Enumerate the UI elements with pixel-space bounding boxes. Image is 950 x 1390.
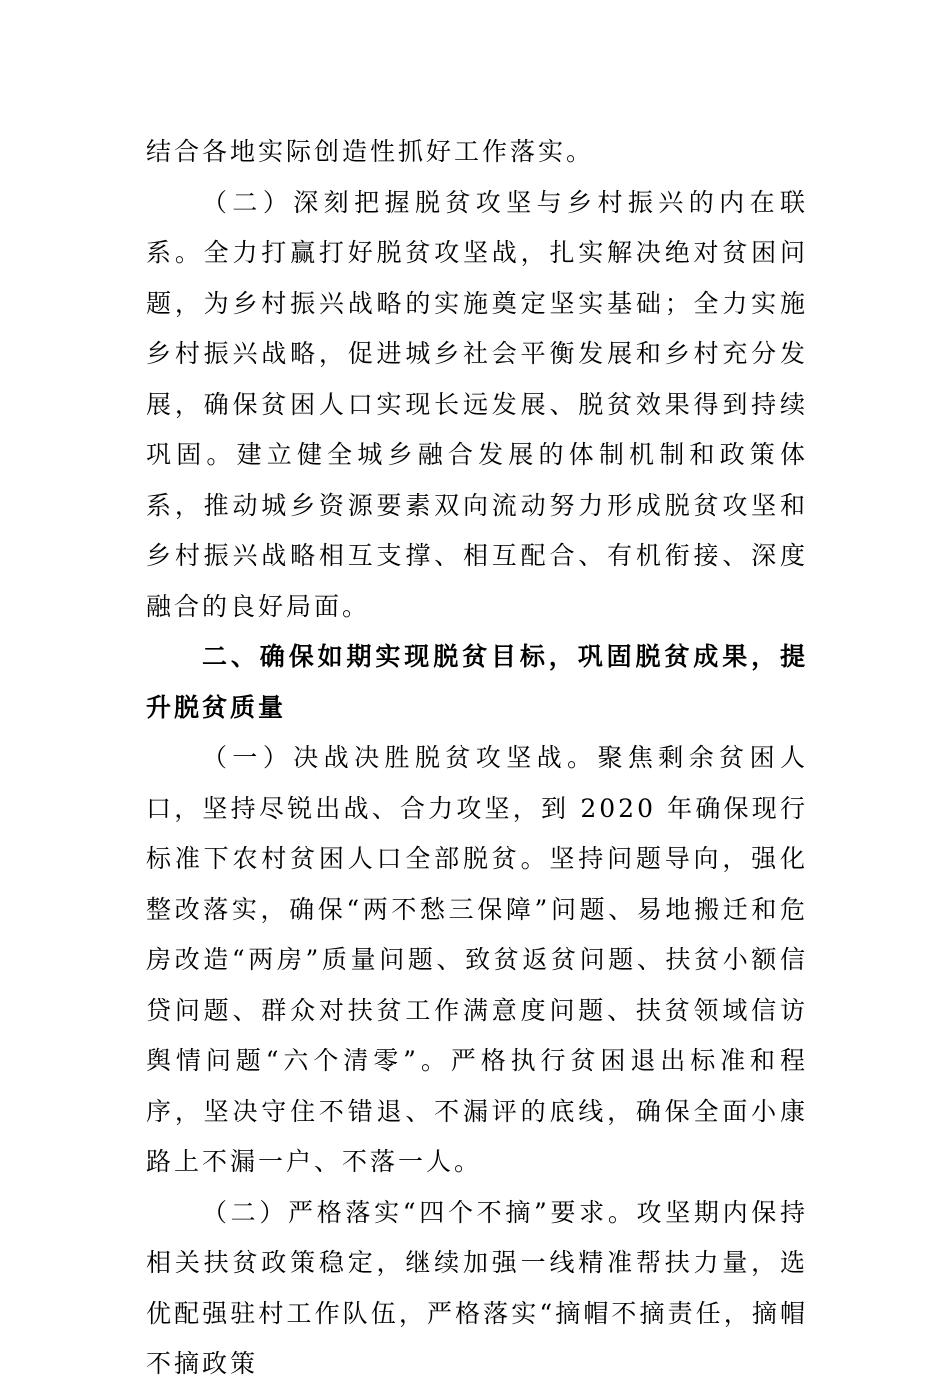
document-body <box>146 127 808 1390</box>
paragraph-section-two-relation: （二）深刻把握脱贫攻坚与乡村振兴的内在联系。全力打赢打好脱贫攻坚战，扎实解决绝对贫困问题，为乡村振兴战略的实施奠定坚实基础；全力实施乡村振兴战略，促进城乡社会平衡发展和乡村充分发展，确保贫困人口实现长远发展、脱贫效果得到持续巩固。建立健全城乡融合发展的体制机制和政策体系，推动城乡资源要素双向流动努力形成脱贫攻坚和乡村振兴战略相互支撑、相互配合、有机衔接、深度融合的良好局面。 <box>146 187 808 621</box>
paragraph-decisive-battle: （一）决战决胜脱贫攻坚战。聚焦剩余贫困人口，坚持尽锐出战、合力攻坚，到 2020 年确保现行标准下农村贫困人口全部脱贫。坚持问题导向，强化整改落实，确保“两不愁三保障”问题、易地搬迁和危房改造“两房”质量问题、致贫返贫问题、扶贫小额信贷问题、群众对扶贫工作满意度问题、扶贫领域信访舆情问题“六个清零”。严格执行贫困退出标准和程序，坚决守住不错退、不漏评的底线，确保全面小康路上不漏一户、不落一人。 <box>146 743 808 1176</box>
paragraph-four-not-remove: （二）严格落实“四个不摘”要求。攻坚期内保持相关扶贫政策稳定，继续加强一线精准帮扶力量，选优配强驻村工作队伍，严格落实“摘帽不摘责任，摘帽不摘政策 <box>146 1197 808 1378</box>
paragraph-continuation: 结合各地实际创造性抓好工作落实。 <box>146 137 595 166</box>
section-heading-two: 二、确保如期实现脱贫目标，巩固脱贫成果，提升脱贫质量 <box>146 642 808 722</box>
